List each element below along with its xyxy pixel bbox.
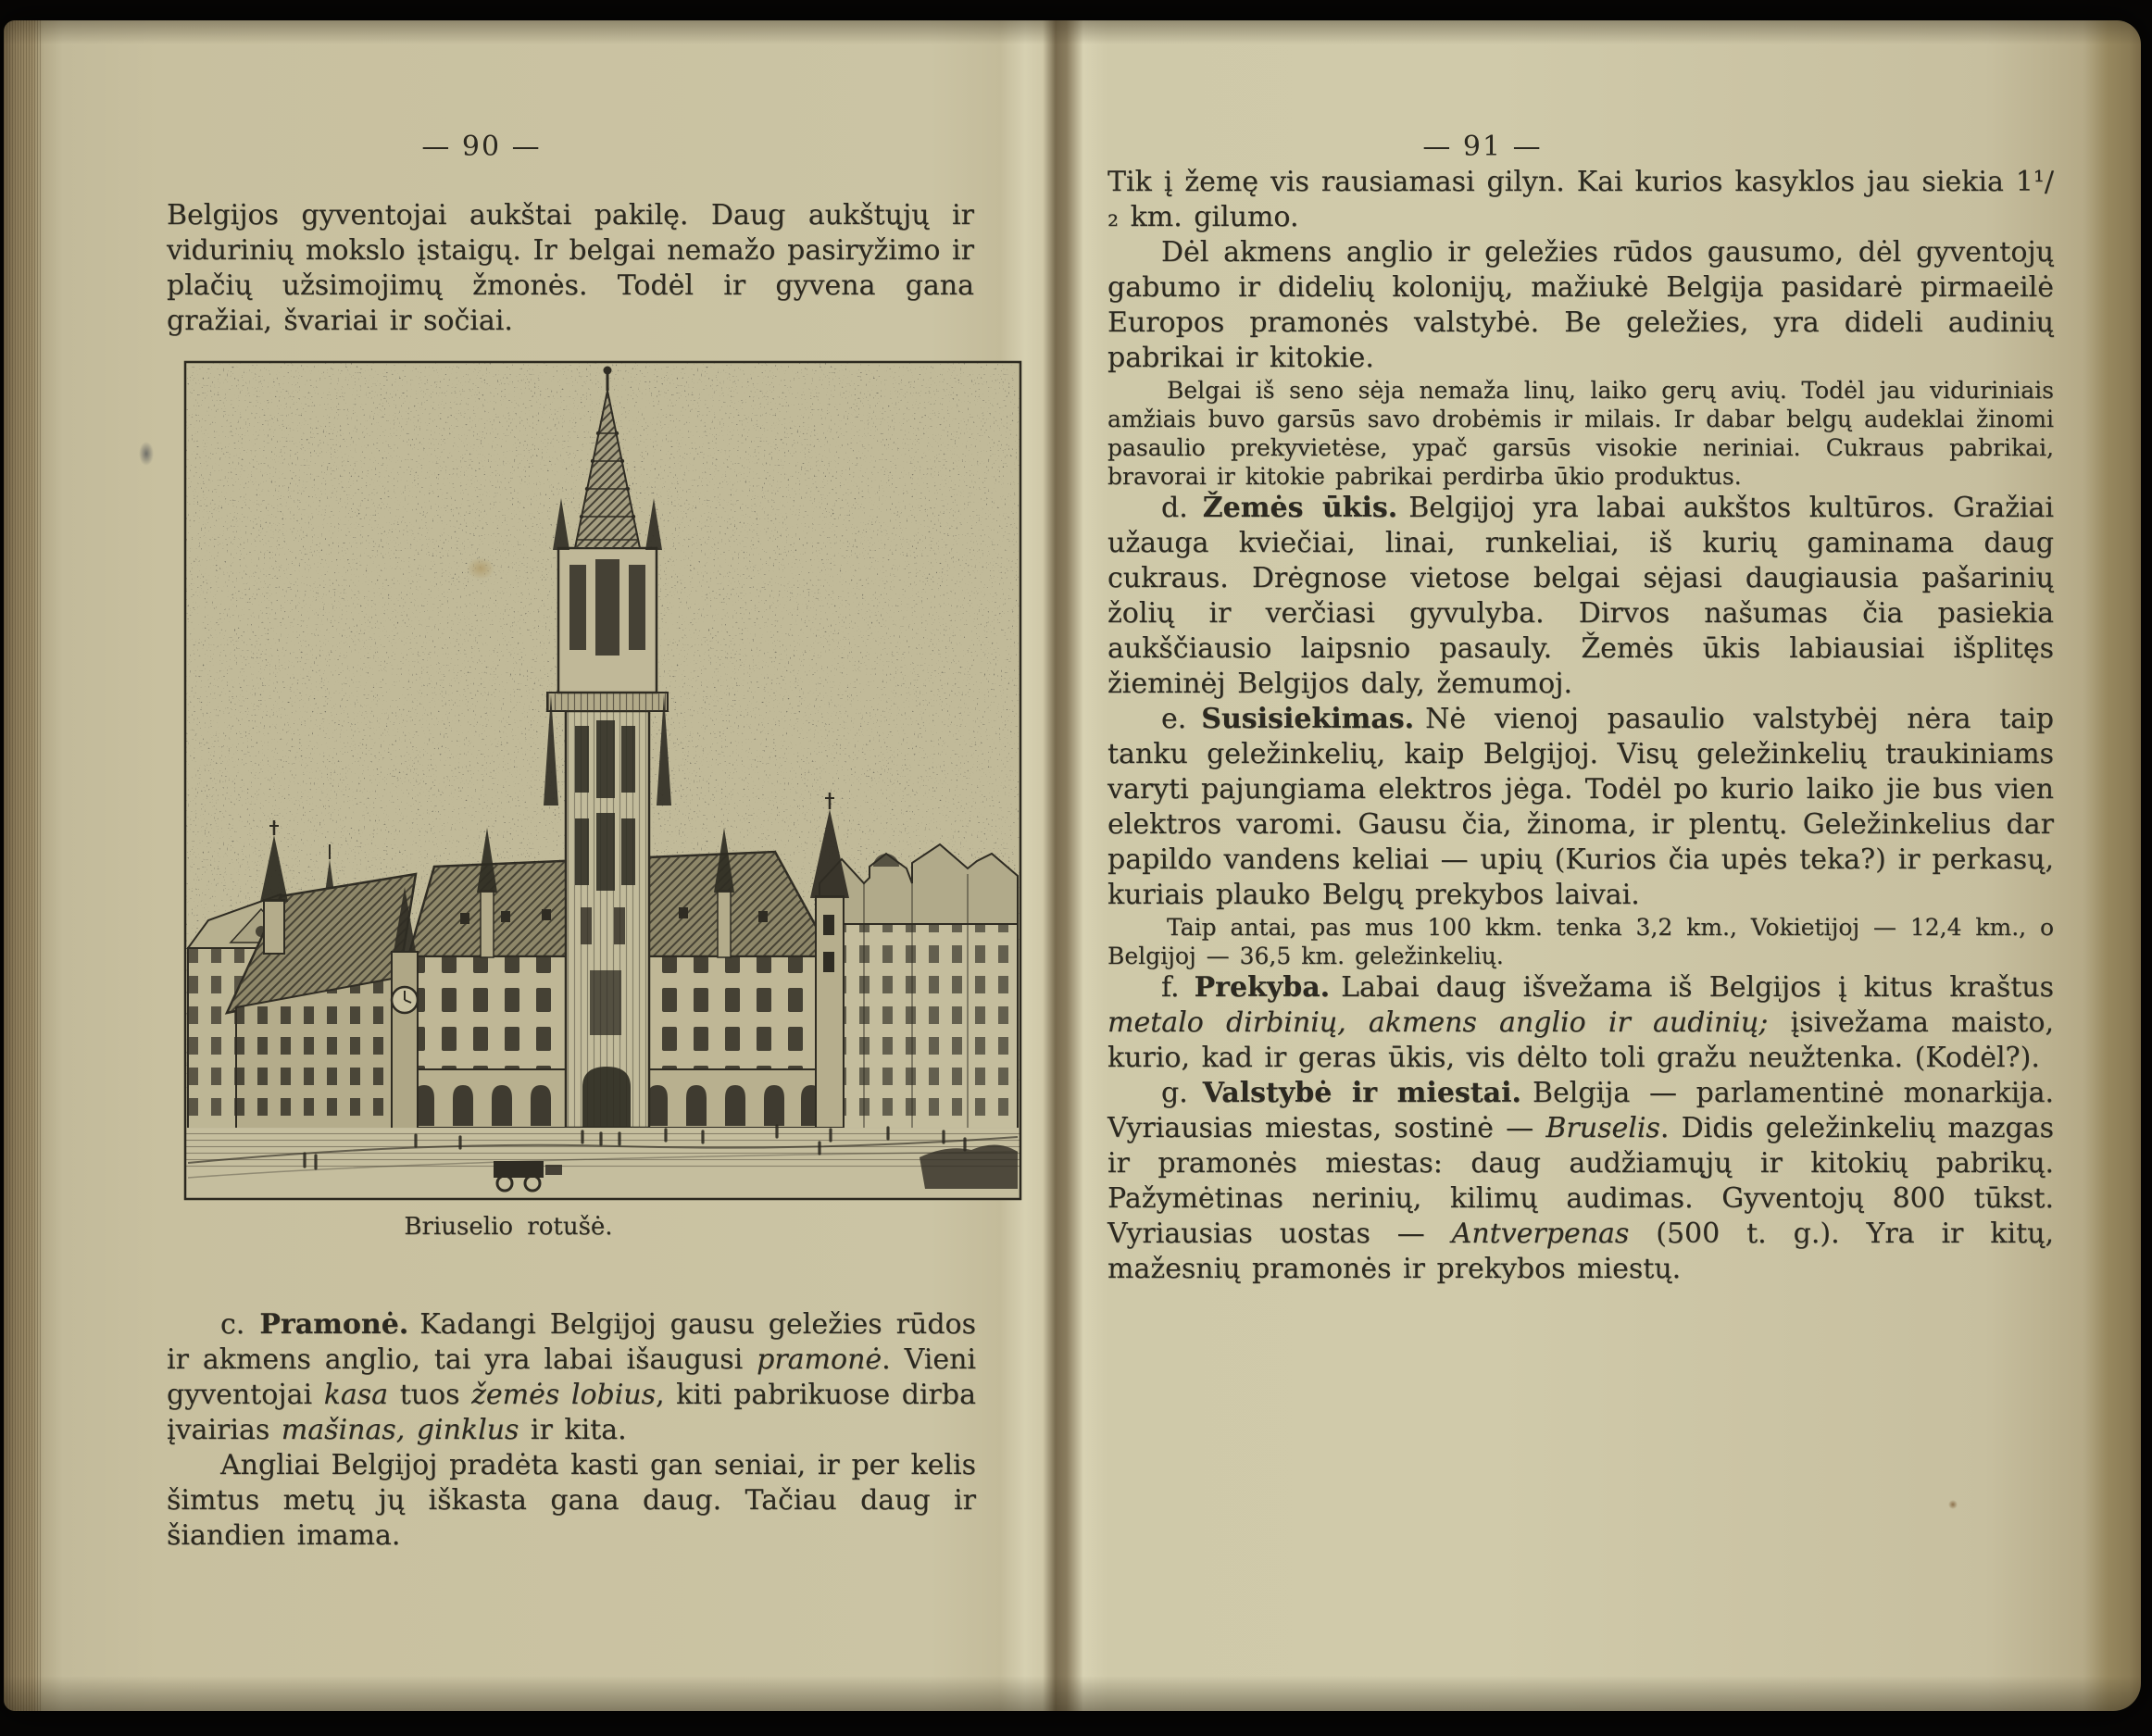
page-number-90: — 90 — — [421, 131, 542, 163]
right-background-houses — [820, 844, 1018, 1130]
right-page-text-column — [1107, 130, 2054, 1287]
square-ground — [186, 1128, 1020, 1198]
smallprint-flax-note: Belgai iš seno sėja nemaža linų, laiko gerų avių. Todėl jau viduriniais amžiais buvo garsūs savo drobėmis ir milais. Ir dabar belgų audeklai žinomi pasaulio prekyvietėse, ypač garsūs visokie neriniai. Cukraus pabrikai, bravorai ir kitokie pabrikai perdirba ūkio produktus. — [1107, 377, 2054, 490]
paragraph-f-prekyba: f. Prekyba. Labai daug išvežama iš Belgijos į kitus kraštus metalo dirbinių, akmens anglio ir audinių; įsivežama maisto, kurio, kad ir geras ūkis, vis dėlto toli gražu neužtenka. (Kodėl?). — [1107, 971, 2054, 1074]
foxing-stain — [467, 557, 494, 580]
engraving-brussels-town-hall — [182, 359, 1023, 1202]
below-figure-paragraph-block — [167, 1307, 976, 1554]
paragraph-g-valstybe-ir-miestai: g. Valstybė ir miestai. Belgija — parlamentinė monarkija. Vyriausias miestas, sostinė — Bruselis. Didis geležinkelių mazgas ir pramonės miestas: daug audžiamųjų ir kitokių pabrikų. Pažymėtinas nerinių, kilimų audimas. Gyventojų 800 tūkst. Vyriausias uostas — Antverpenas (500 t. g.). Yra ir kitų, mažesnių pramonės ir prekybos miestų. — [1107, 1077, 2054, 1285]
paragraph-c-pramone: c. Pramonė. Kadangi Belgijoj gausu geležies rūdos ir akmens anglio, tai yra labai išaugusi pramonė. Vieni gyventojai kasa tuos žemės lobius, kiti pabrikuose dirba įvairias mašinas, ginklus ir kita. — [167, 1308, 976, 1446]
book-fore-edge — [4, 20, 43, 1711]
paragraph-e-susisiekimas: e. Susisiekimas. Nė vienoj pasaulio valstybėj nėra taip tanku geležinkelių, kaip Belgijoj. Visų geležinkelių traukiniams varyti pajungiama elektros jėga. Todėl po kurio laiko jie bus vien elektros varomi. Gausu čia, žinoma, ir plentų. Geležinkelius dar papildo vandens keliai — upių (Kurios čia upės teka?) ir perkasų, kuriais plauko Belgų prekybos laivai. — [1107, 703, 2054, 911]
paragraph-d-zemes-ukis: d. Žemės ūkis. Belgijoj yra labai aukštos kultūros. Gražiai užauga kviečiai, linai, runkeliai, iš kurių gaminama daug cukraus. Drėgnose vietose belgai sėjasi daugiausia pašarinių žolių ir verčiasi gyvulyba. Dirvos našumas čia pasiekia aukščiausio laipsnio pasauly. Žemės ūkis labiausiai išplitęs žieminėj Belgijos daly, žemumoj. — [1107, 492, 2054, 700]
intro-paragraph-block — [167, 198, 974, 339]
page-number-91: — 91 — — [1422, 131, 1543, 163]
paragraph-industrial-power: Dėl akmens anglio ir geležies rūdos gausumo, dėl gyventojų gabumo ir didelių kolonijų, mažiukė Belgija pasidarė pirmaeilė Europos pramonės valstybė. Be geležies, yra dideli audinių pabrikai ir kitokie. — [1107, 236, 2054, 374]
figure-briuselio-rotuse — [182, 359, 1023, 1202]
paragraph-mine-depth: Tik į žemę vis rausiamasi gilyn. Kai kurios kasyklos jau siekia 1¹/₂ km. gilumo. — [1107, 166, 2054, 233]
paragraph-belgijos-gyventojai: Belgijos gyventojai aukštai pakilę. Daug aukštųjų ir vidurinių mokslo įstaigų. Ir belgai nemažo pasiryžimo ir plačių užsimojimų žmonės. Todėl ir gyvena gana gražiai, švariai ir sočiai. — [167, 199, 974, 337]
ink-stain — [139, 442, 154, 466]
paragraph-coal-mining: Angliai Belgijoj pradėta kasti gan seniai, ir per kelis šimtus metų jų iškasta gana daug. Tačiau daug ir šiandien imama. — [167, 1449, 976, 1552]
figure-caption: Briuselio rotušė. — [404, 1213, 613, 1241]
smallprint-railway-note: Taip antai, pas mus 100 kkm. tenka 3,2 km., Vokietijoj — 12,4 km., o Belgijoj — 36,5 km. geležinkelių. — [1107, 914, 2054, 969]
foxing-dot — [1948, 1500, 1958, 1509]
open-book — [4, 20, 2141, 1711]
